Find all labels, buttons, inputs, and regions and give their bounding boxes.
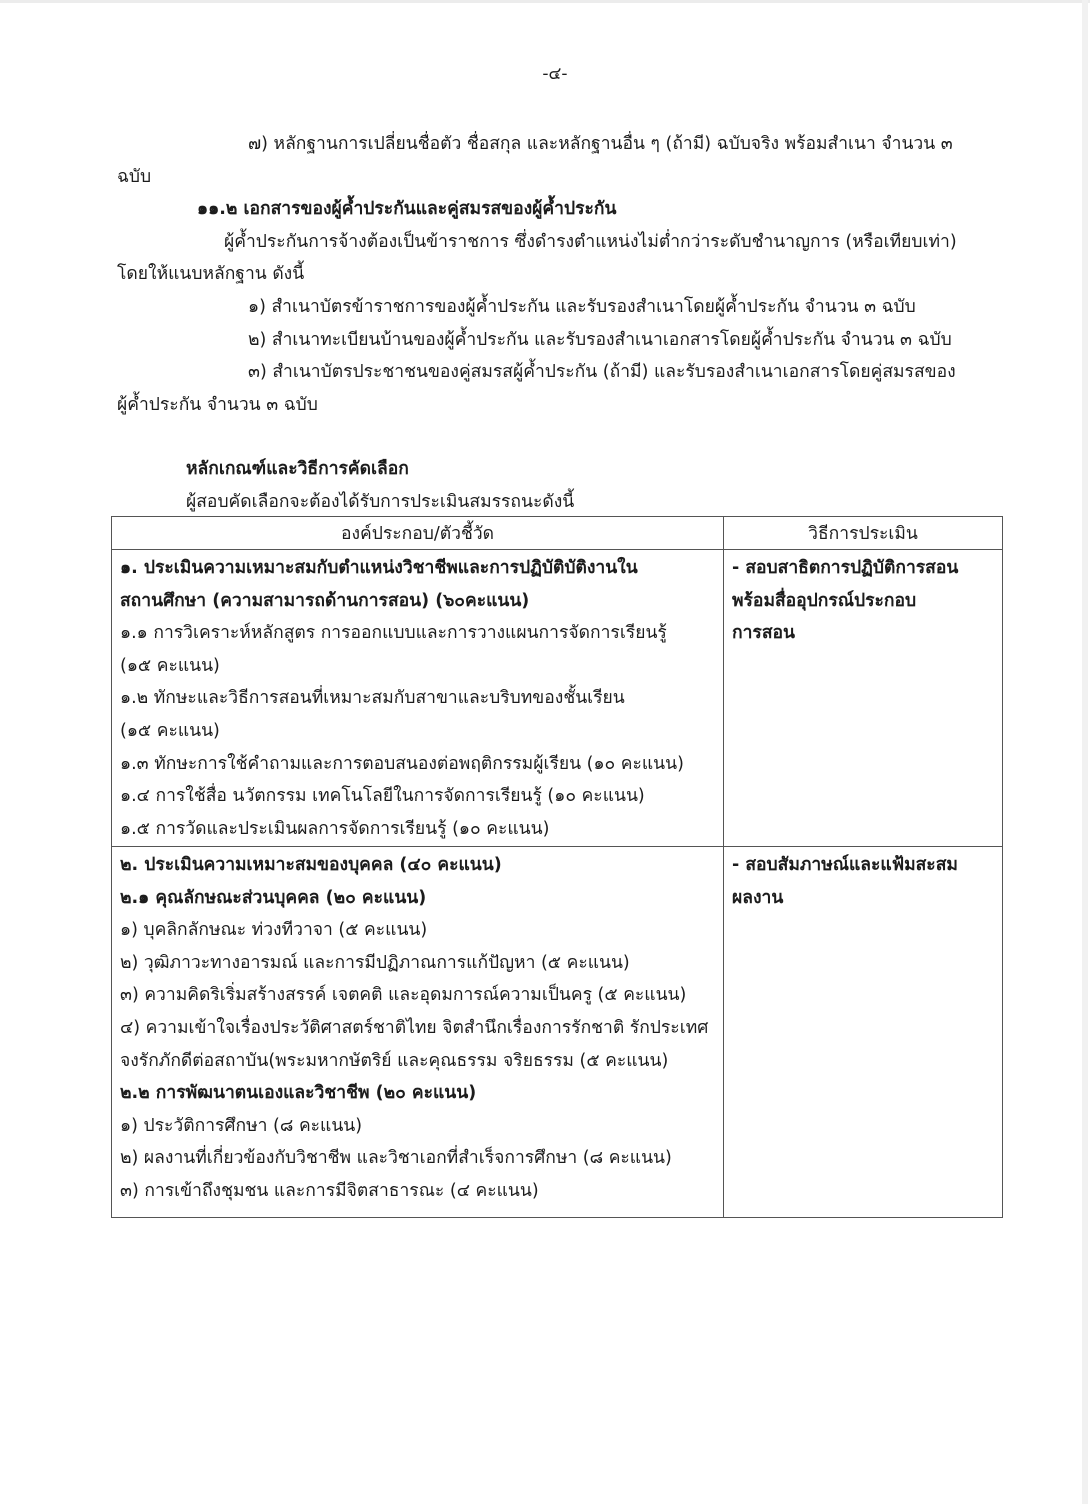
criterion-2-title: ๒. ประเมินความเหมาะสมของบุคคล (๔๐ คะแนน) [120,855,502,875]
indicator-1-4: ๑.๔ การใช้สื่อ นวัตกรรม เทคโนโลยีในการจัดการเรียนรู้ (๑๐ คะแนน) [120,786,645,807]
method-cell [724,550,1003,847]
method-2-line-1: - สอบสัมภาษณ์และแฟ้มสะสม [732,855,958,875]
indicator-1-1: ๑.๑ การวิเคราะห์หลักสูตร การออกแบบและการวางแผนการจัดการเรียนรู้ [120,623,667,644]
criterion-1-title: ๑. ประเมินความเหมาะสมกับตำแหน่งวิชาชีพและการปฏิบัติบัติงานใน [120,558,638,578]
page-number: -๔- [542,64,568,84]
criterion-1-title-cont: สถานศึกษา (ความสามารถด้านการสอน) (๖๐คะแนน) [120,590,530,611]
indicator-1-3: ๑.๓ ทักษะการใช้คำถามและการตอบสนองต่อพฤติกรรมผู้เรียน (๑๐ คะแนน) [120,753,684,774]
table-row [112,550,1003,847]
document-item-2: ๒) สำเนาทะเบียนบ้านของผู้ค้ำประกัน และรับรองสำเนาเอกสารโดยผู้ค้ำประกัน จำนวน ๓ ฉบับ [248,330,952,350]
scan-right-edge [1082,0,1088,1504]
table-header-row [112,517,1003,550]
item-7: ๗) หลักฐานการเปลี่ยนชื่อตัว ชื่อสกุล และหลักฐานอื่น ๆ (ถ้ามี) ฉบับจริง พร้อมสำเนา จำนวน ๓ [248,134,953,154]
indicator-2-1-2: ๒) วุฒิภาวะทางอารมณ์ และการมีปฏิภาณการแก้ปัญหา (๕ คะแนน) [120,952,630,973]
criterion-2-1-title: ๒.๑ คุณลักษณะส่วนบุคคล (๒๐ คะแนน) [120,887,427,908]
criteria-table [111,516,1003,1218]
column-header-criteria: องค์ประกอบ/ตัวชี้วัด [112,517,724,550]
indicator-2-2-3: ๓) การเข้าถึงชุมชน และการมีจิตสาธารณะ (๔ คะแนน) [120,1180,539,1201]
indicator-2-2-1: ๑) ประวัติการศึกษา (๘ คะแนน) [120,1115,363,1136]
indicator-2-1-4: ๔) ความเข้าใจเรื่องประวัติศาสตร์ชาติไทย จิตสำนึกเรื่องการรักชาติ รักประเทศ [120,1017,709,1038]
indicator-1-2: ๑.๒ ทักษะและวิธีการสอนที่เหมาะสมกับสาขาและบริบทของชั้นเรียน [120,688,625,709]
indicator-2-1-4-cont: จงรักภักดีต่อสถาบัน(พระมหากษัตริย์ และคุณธรรม จริยธรรม (๕ คะแนน) [120,1050,669,1071]
method-1-line-2: พร้อมสื่ออุปกรณ์ประกอบ [732,590,917,611]
scan-top-edge [0,0,1090,3]
indicator-2-2-2: ๒) ผลงานที่เกี่ยวข้องกับวิชาชีพ และวิชาเอกที่สำเร็จการศึกษา (๘ คะแนน) [120,1148,672,1169]
criterion-2-2-title: ๒.๒ การพัฒนาตนเองและวิชาชีพ (๒๐ คะแนน) [120,1083,477,1104]
criteria-cell [112,550,724,847]
method-cell [724,847,1003,1218]
document-item-3: ๓) สำเนาบัตรประชาชนของคู่สมรสผู้ค้ำประกัน (ถ้ามี) และรับรองสำเนาเอกสารโดยคู่สมรสของ [248,362,956,382]
indicator-1-2-score: (๑๕ คะแนน) [120,720,220,741]
criteria-heading: หลักเกณฑ์และวิธีการคัดเลือก [186,459,409,479]
document-item-1: ๑) สำเนาบัตรข้าราชการของผู้ค้ำประกัน และรับรองสำเนาโดยผู้ค้ำประกัน จำนวน ๓ ฉบับ [248,297,916,317]
indicator-2-1-3: ๓) ความคิดริเริ่มสร้างสรรค์ เจตคติ และอุดมการณ์ความเป็นครู (๕ คะแนน) [120,985,687,1006]
criteria-subheading: ผู้สอบคัดเลือกจะต้องได้รับการประเมินสมรรถนะดังนี้ [186,492,575,512]
indicator-1-1-score: (๑๕ คะแนน) [120,655,220,676]
guarantor-paragraph-continuation: โดยให้แนบหลักฐาน ดังนี้ [117,264,305,284]
table-row [112,847,1003,1218]
item-7-continuation: ฉบับ [117,167,152,187]
indicator-2-1-1: ๑) บุคลิกลักษณะ ท่วงทีวาจา (๕ คะแนน) [120,920,428,941]
document-item-3-continuation: ผู้ค้ำประกัน จำนวน ๓ ฉบับ [117,395,318,415]
indicator-1-5: ๑.๕ การวัดและประเมินผลการจัดการเรียนรู้ (๑๐ คะแนน) [120,818,550,839]
method-1-line-3: การสอน [732,623,795,644]
method-1-line-1: - สอบสาธิตการปฏิบัติการสอน [732,558,959,578]
column-header-method: วิธีการประเมิน [724,517,1003,550]
section-heading: ๑๑.๒ เอกสารของผู้ค้ำประกันและคู่สมรสของผู้ค้ำประกัน [197,199,617,219]
method-2-line-2: ผลงาน [732,887,784,908]
criteria-cell [112,847,724,1218]
guarantor-paragraph: ผู้ค้ำประกันการจ้างต้องเป็นข้าราชการ ซึ่งดำรงตำแหน่งไม่ต่ำกว่าระดับชำนาญการ (หรือเทียบเท่า) [224,232,957,252]
